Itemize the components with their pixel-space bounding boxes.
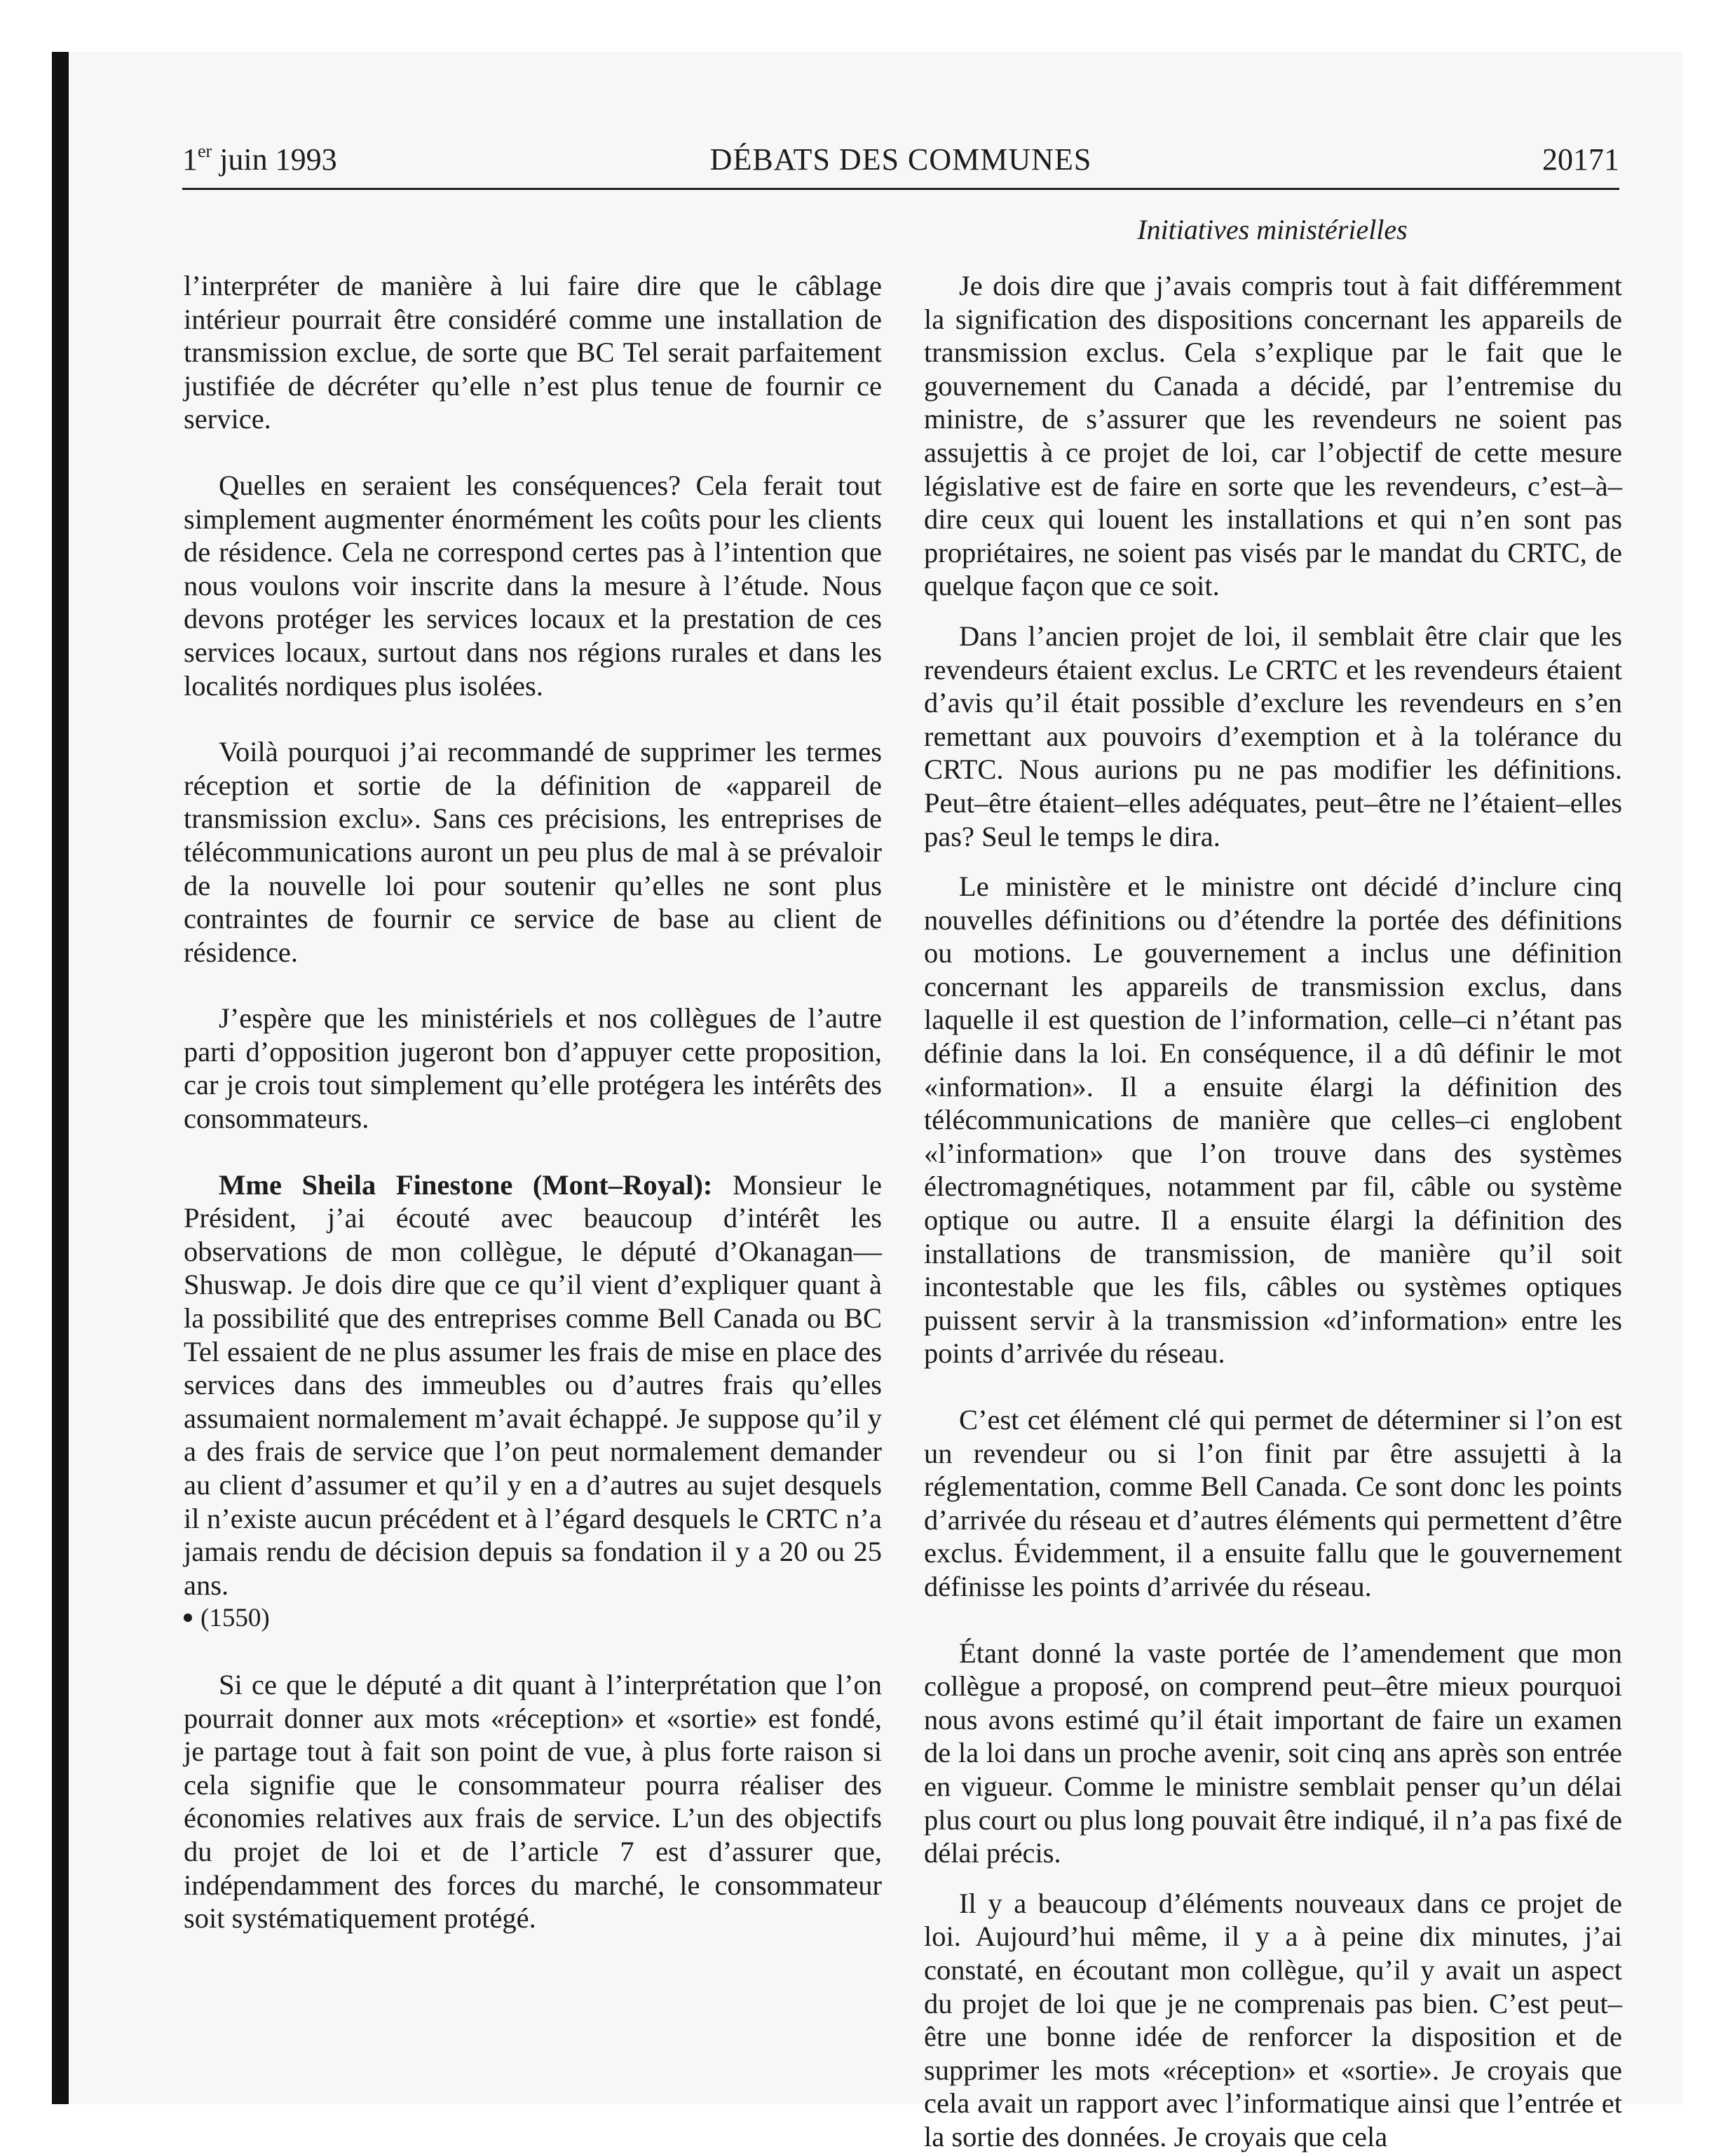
header-date-day: 1 [182, 142, 198, 177]
paragraph: Quelles en seraient les conséquences? Cela ferait tout simplement augmenter énormément les coûts pour les clients de résidence. Cela ne correspond certes pas à l’intention que nous voulons voir inscrite dans la mesure à l’étude. Nous devons protéger les services locaux et la prestation de ces services locaux, surtout dans nos régions rurales et dans les localités nordiques plus isolées. [184, 469, 882, 702]
timestamp [184, 1602, 882, 1635]
right-column [924, 269, 1622, 2153]
paragraph: Voilà pourquoi j’ai recommandé de supprimer les termes réception et sortie de la définition de «appareil de transmission exclu». Sans ces précisions, les entreprises de télécommunications auront un peu plus de mal à se prévaloir de la nouvelle loi pour soutenir qu’elles ne sont plus contraintes de fournir ce service de base au client de résidence. [184, 736, 882, 968]
header-date-rest: juin 1993 [212, 142, 337, 177]
paragraph: Étant donné la vaste portée de l’amendement que mon collègue a proposé, on comprend peut–être mieux pourquoi nous avons estimé qu’il était important de faire un examen de la loi dans un proche avenir, soit cinq ans après son entrée en vigueur. Comme le ministre semblait penser qu’un délai plus court ou plus long pouvait être indiqué, il n’a pas fixé de délai précis. [924, 1637, 1622, 1869]
paragraph: Si ce que le député a dit quant à l’interprétation que l’on pourrait donner aux mots «réception» et «sortie» est fondé, je partage tout à fait son point de vue, à plus forte raison si cela signifie que le consommateur pourra réaliser des économies relatives aux frais de service. L’un des objectifs du projet de loi et de l’article 7 est d’assurer que, indépendamment des forces du marché, le consommateur soit systématiquement protégé. [184, 1668, 882, 1935]
left-column [184, 269, 882, 1935]
timestamp-text: (1550) [200, 1604, 270, 1633]
header-title: DÉBATS DES COMMUNES [709, 142, 1092, 177]
bullet-icon [184, 1613, 192, 1622]
paragraph: Je dois dire que j’avais compris tout à fait différemment la signification des dispositions concernant les appareils de transmission exclus. Cela s’explique par le fait que le gouvernement du Canada a décidé, par l’entremise du ministre, de s’assurer que les revendeurs ne soient pas assujettis à ce projet de loi, car l’objectif de cette mesure législative est de faire en sorte que les revendeurs, c’est–à–dire ceux qui louent les installations et qui n’en sont pas propriétaires, ne soient pas visés par le mandat du CRTC, de quelque façon que ce soit. [924, 270, 1622, 602]
paragraph: Dans l’ancien projet de loi, il semblait être clair que les revendeurs étaient exclus. Le CRTC et les revendeurs étaient d’avis qu’il était possible d’exclure les revendeurs en s’en remettant aux pouvoirs d’exemption et à la tolérance du CRTC. Nous aurions pu ne pas modifier les définitions. Peut–être étaient–elles adéquates, peut–être ne l’étaient–elles pas? Seul le temps le dira. [924, 620, 1622, 852]
speaker-text: Monsieur le Président, j’ai écouté avec beaucoup d’intérêt les observations de mon collègue, le député d’Okanagan—Shuswap. Je dois dire que ce qu’il vient d’expliquer quant à la possibilité que des entreprises comme Bell Canada ou BC Tel essaient de ne plus assumer les frais de mise en place des services dans des immeubles ou d’autres frais qu’elles assumaient normalement m’avait échappé. Je suppose qu’il y a des frais de service que l’on peut normalement demander au client d’assumer et qu’il y en a d’autres au sujet desquels il n’existe aucun précédent et à l’égard desquels le CRTC n’a jamais rendu de décision depuis sa fondation il y a 20 ou 25 ans. [184, 1168, 883, 1601]
paragraph: l’interpréter de manière à lui faire dire que le câblage intérieur pourrait être considéré comme une installation de transmission exclue, de sorte que BC Tel serait parfaitement justifiée de décréter qu’elle n’est plus tenue de fournir ce service. [184, 270, 882, 435]
scan-border [52, 52, 69, 2104]
paragraph: J’espère que les ministériels et nos collègues de l’autre parti d’opposition jugeront bon d’appuyer cette proposition, car je crois tout simplement qu’elle protégera les intérêts des consommateurs. [184, 1002, 882, 1135]
header-date-superscript: er [198, 141, 212, 161]
paragraph: C’est cet élément clé qui permet de déterminer si l’on est un revendeur ou si l’on finit par être assujetti à la réglementation, comme Bell Canada. Ce sont donc les points d’arrivée du réseau et d’autres éléments qui permettent d’être exclus. Évidemment, il a ensuite fallu que le gouvernement définisse les points d’arrivée du réseau. [924, 1404, 1622, 1602]
section-label: Initiatives ministérielles [1137, 214, 1408, 245]
speaker-name: Mme Sheila Finestone (Mont–Royal): [219, 1168, 713, 1201]
speaker-paragraph [184, 1168, 882, 1602]
page-number: 20171 [1542, 142, 1619, 177]
paragraph: Il y a beaucoup d’éléments nouveaux dans ce projet de loi. Aujourd’hui même, il y a à peine dix minutes, j’ai constaté, en écoutant mon collègue, qu’il y avait un aspect du projet de loi que je ne comprenais pas bien. C’est peut–être une bonne idée de renforcer la disposition et de supprimer les mots «réception» et «sortie». Je croyais que cela avait un rapport avec l’informatique ainsi que l’entrée et la sortie des données. Je croyais que cela [924, 1887, 1622, 2152]
page-header [182, 139, 1619, 190]
paragraph: Le ministère et le ministre ont décidé d’inclure cinq nouvelles définitions ou d’étendre la portée des définitions ou motions. Le gouvernement a inclus une définition concernant les appareils de transmission exclus, dans laquelle il est question de l’information, celle–ci n’étant pas définie dans la loi. En conséquence, il a dû définir le mot «information». Il a ensuite élargi la définition des télécommunications de manière que celles–ci englobent «l’information» que l’on trouve dans des systèmes électromagnétiques, notamment par fil, câble ou système optique ou autre. Il a ensuite élargi la définition des installations de transmission, de manière qu’il soit incontestable que les fils, câbles ou systèmes optiques puissent servir à la transmission «d’information» entre les points d’arrivée du réseau. [924, 871, 1622, 1370]
